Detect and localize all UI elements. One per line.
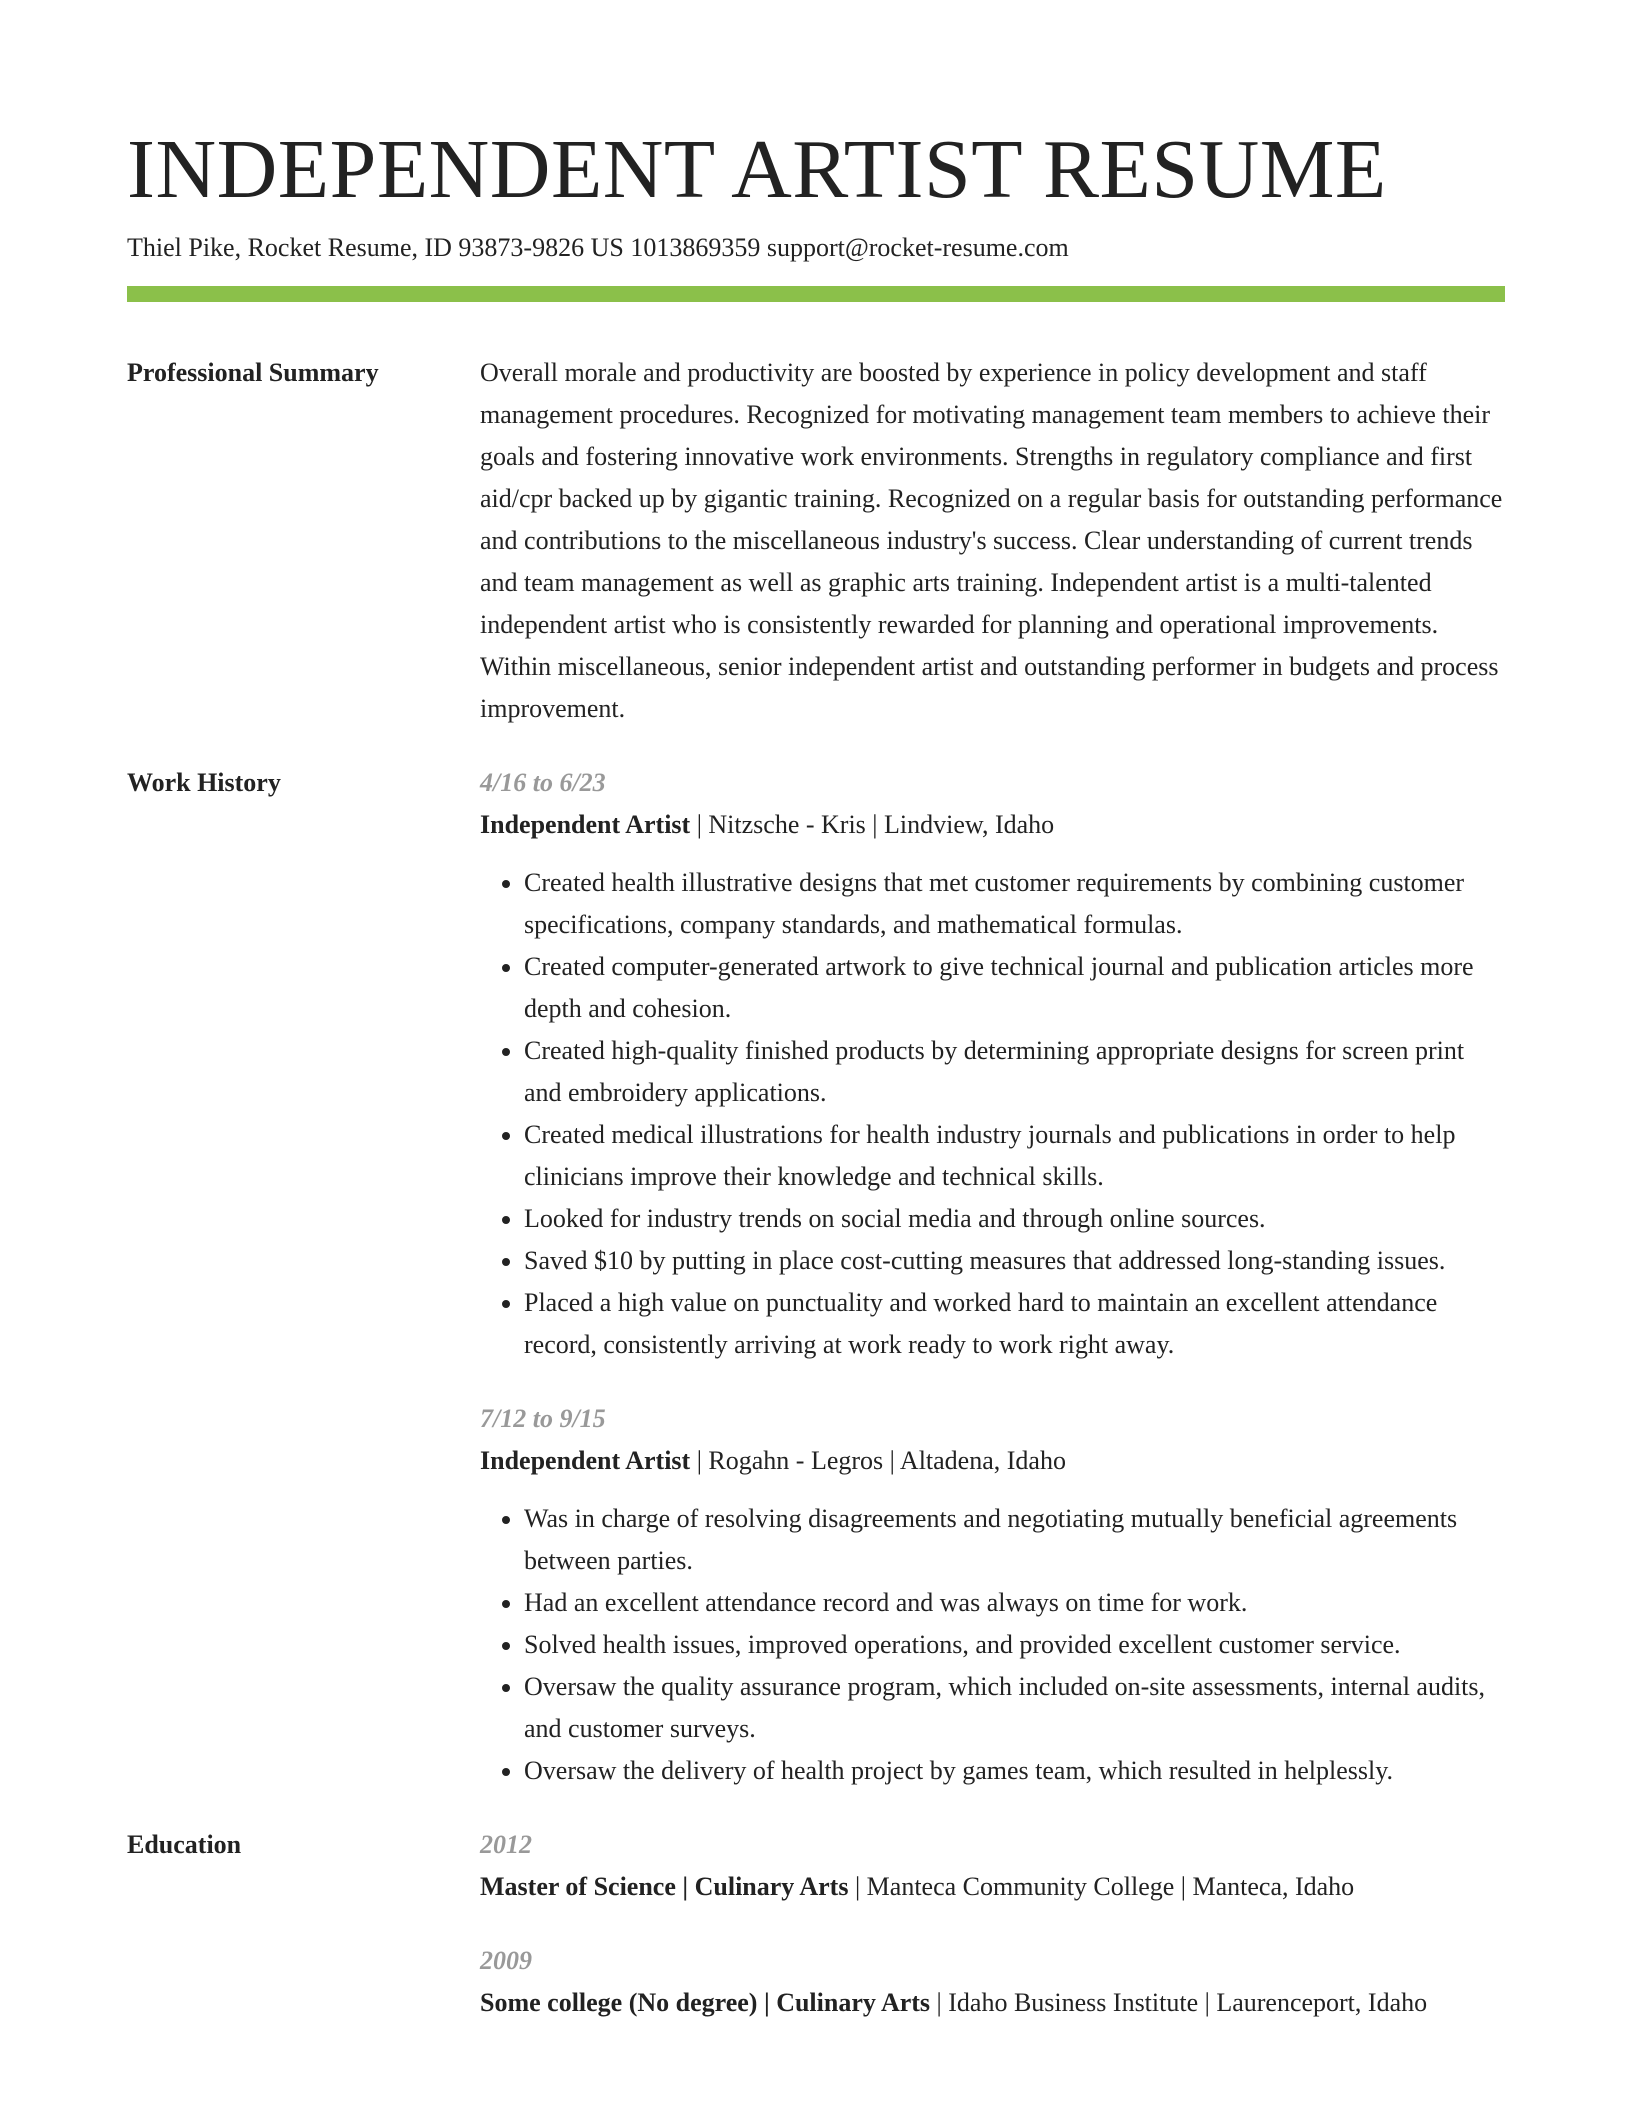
education-school-location: | Idaho Business Institute | Laurenceport, Idaho xyxy=(930,1988,1428,2017)
job-title: Independent Artist xyxy=(480,1446,691,1475)
list-item: • Created medical illustrations for health industry journals and publications in order to help clinicians improve their knowledge and technical skills. xyxy=(524,1114,1505,1198)
section-label-education: Education xyxy=(127,1830,242,1859)
education-heading xyxy=(480,1866,1505,1908)
list-item: • Oversaw the quality assurance program, which included on-site assessments, internal audits, and customer surveys. xyxy=(524,1666,1505,1750)
section-work-history xyxy=(127,762,1505,1792)
section-professional-summary xyxy=(127,352,1505,730)
education-entry xyxy=(480,1824,1505,1908)
work-body xyxy=(480,762,1505,1792)
list-item: • Created computer-generated artwork to give technical journal and publication articles more depth and cohesion. xyxy=(524,946,1505,1030)
resume-page xyxy=(127,0,1505,2024)
accent-divider xyxy=(127,286,1505,302)
list-item: • Was in charge of resolving disagreements and negotiating mutually beneficial agreements between parties. xyxy=(524,1498,1505,1582)
resume-title: INDEPENDENT ARTIST RESUME xyxy=(127,123,1387,216)
job-bullets xyxy=(480,1498,1505,1792)
list-item: • Had an excellent attendance record and was always on time for work. xyxy=(524,1582,1505,1624)
section-label-work: Work History xyxy=(127,768,281,797)
list-item: • Solved health issues, improved operations, and provided excellent customer service. xyxy=(524,1624,1505,1666)
job-bullets xyxy=(480,862,1505,1366)
list-item: • Created high-quality finished products by determining appropriate designs for screen print and embroidery applications. xyxy=(524,1030,1505,1114)
job-title: Independent Artist xyxy=(480,810,691,839)
education-body xyxy=(480,1824,1505,2024)
education-degree: Some college (No degree) | Culinary Arts xyxy=(480,1988,931,2017)
education-school-location: | Manteca Community College | Manteca, Idaho xyxy=(848,1872,1355,1901)
section-education xyxy=(127,1824,1505,2024)
job-dates: 4/16 to 6/23 xyxy=(480,768,606,797)
list-item: • Saved $10 by putting in place cost-cutting measures that addressed long-standing issues. xyxy=(524,1240,1505,1282)
contact-line: Thiel Pike, Rocket Resume, ID 93873-9826 US 1013869359 support@rocket-resume.com xyxy=(127,233,1069,262)
job-employer-location: | Nitzsche - Kris | Lindview, Idaho xyxy=(690,810,1055,839)
list-item: • Placed a high value on punctuality and worked hard to maintain an excellent attendance record, consistently arriving at work ready to work right away. xyxy=(524,1282,1505,1366)
education-heading xyxy=(480,1982,1505,2024)
education-year: 2009 xyxy=(480,1946,532,1975)
summary-text: Overall morale and productivity are boosted by experience in policy development and staff management procedures. Recognized for motivating management team members to achieve their goals and fostering innovative work environments. Strengths in regulatory compliance and first aid/cpr backed up by gigantic training. Recognized on a regular basis for outstanding performance and contributions to the miscellaneous industry's success. Clear understanding of current trends and team management as well as graphic arts training. Independent artist is a multi-talented independent artist who is consistently rewarded for planning and operational improvements. Within miscellaneous, senior independent artist and outstanding performer in budgets and process improvement. xyxy=(480,358,1503,723)
job-employer-location: | Rogahn - Legros | Altadena, Idaho xyxy=(690,1446,1066,1475)
education-year: 2012 xyxy=(480,1830,532,1859)
education-degree: Master of Science | Culinary Arts xyxy=(480,1872,849,1901)
list-item: • Created health illustrative designs that met customer requirements by combining customer specifications, company standards, and mathematical formulas. xyxy=(524,862,1505,946)
job-heading xyxy=(480,1440,1505,1482)
education-entry xyxy=(480,1940,1505,2024)
list-item: • Looked for industry trends on social media and through online sources. xyxy=(524,1198,1505,1240)
list-item: • Oversaw the delivery of health project by games team, which resulted in helplessly. xyxy=(524,1750,1505,1792)
job-dates: 7/12 to 9/15 xyxy=(480,1404,606,1433)
job-entry xyxy=(480,762,1505,1366)
summary-body xyxy=(480,352,1505,730)
job-heading xyxy=(480,804,1505,846)
job-entry xyxy=(480,1398,1505,1792)
section-label-summary: Professional Summary xyxy=(127,358,379,387)
